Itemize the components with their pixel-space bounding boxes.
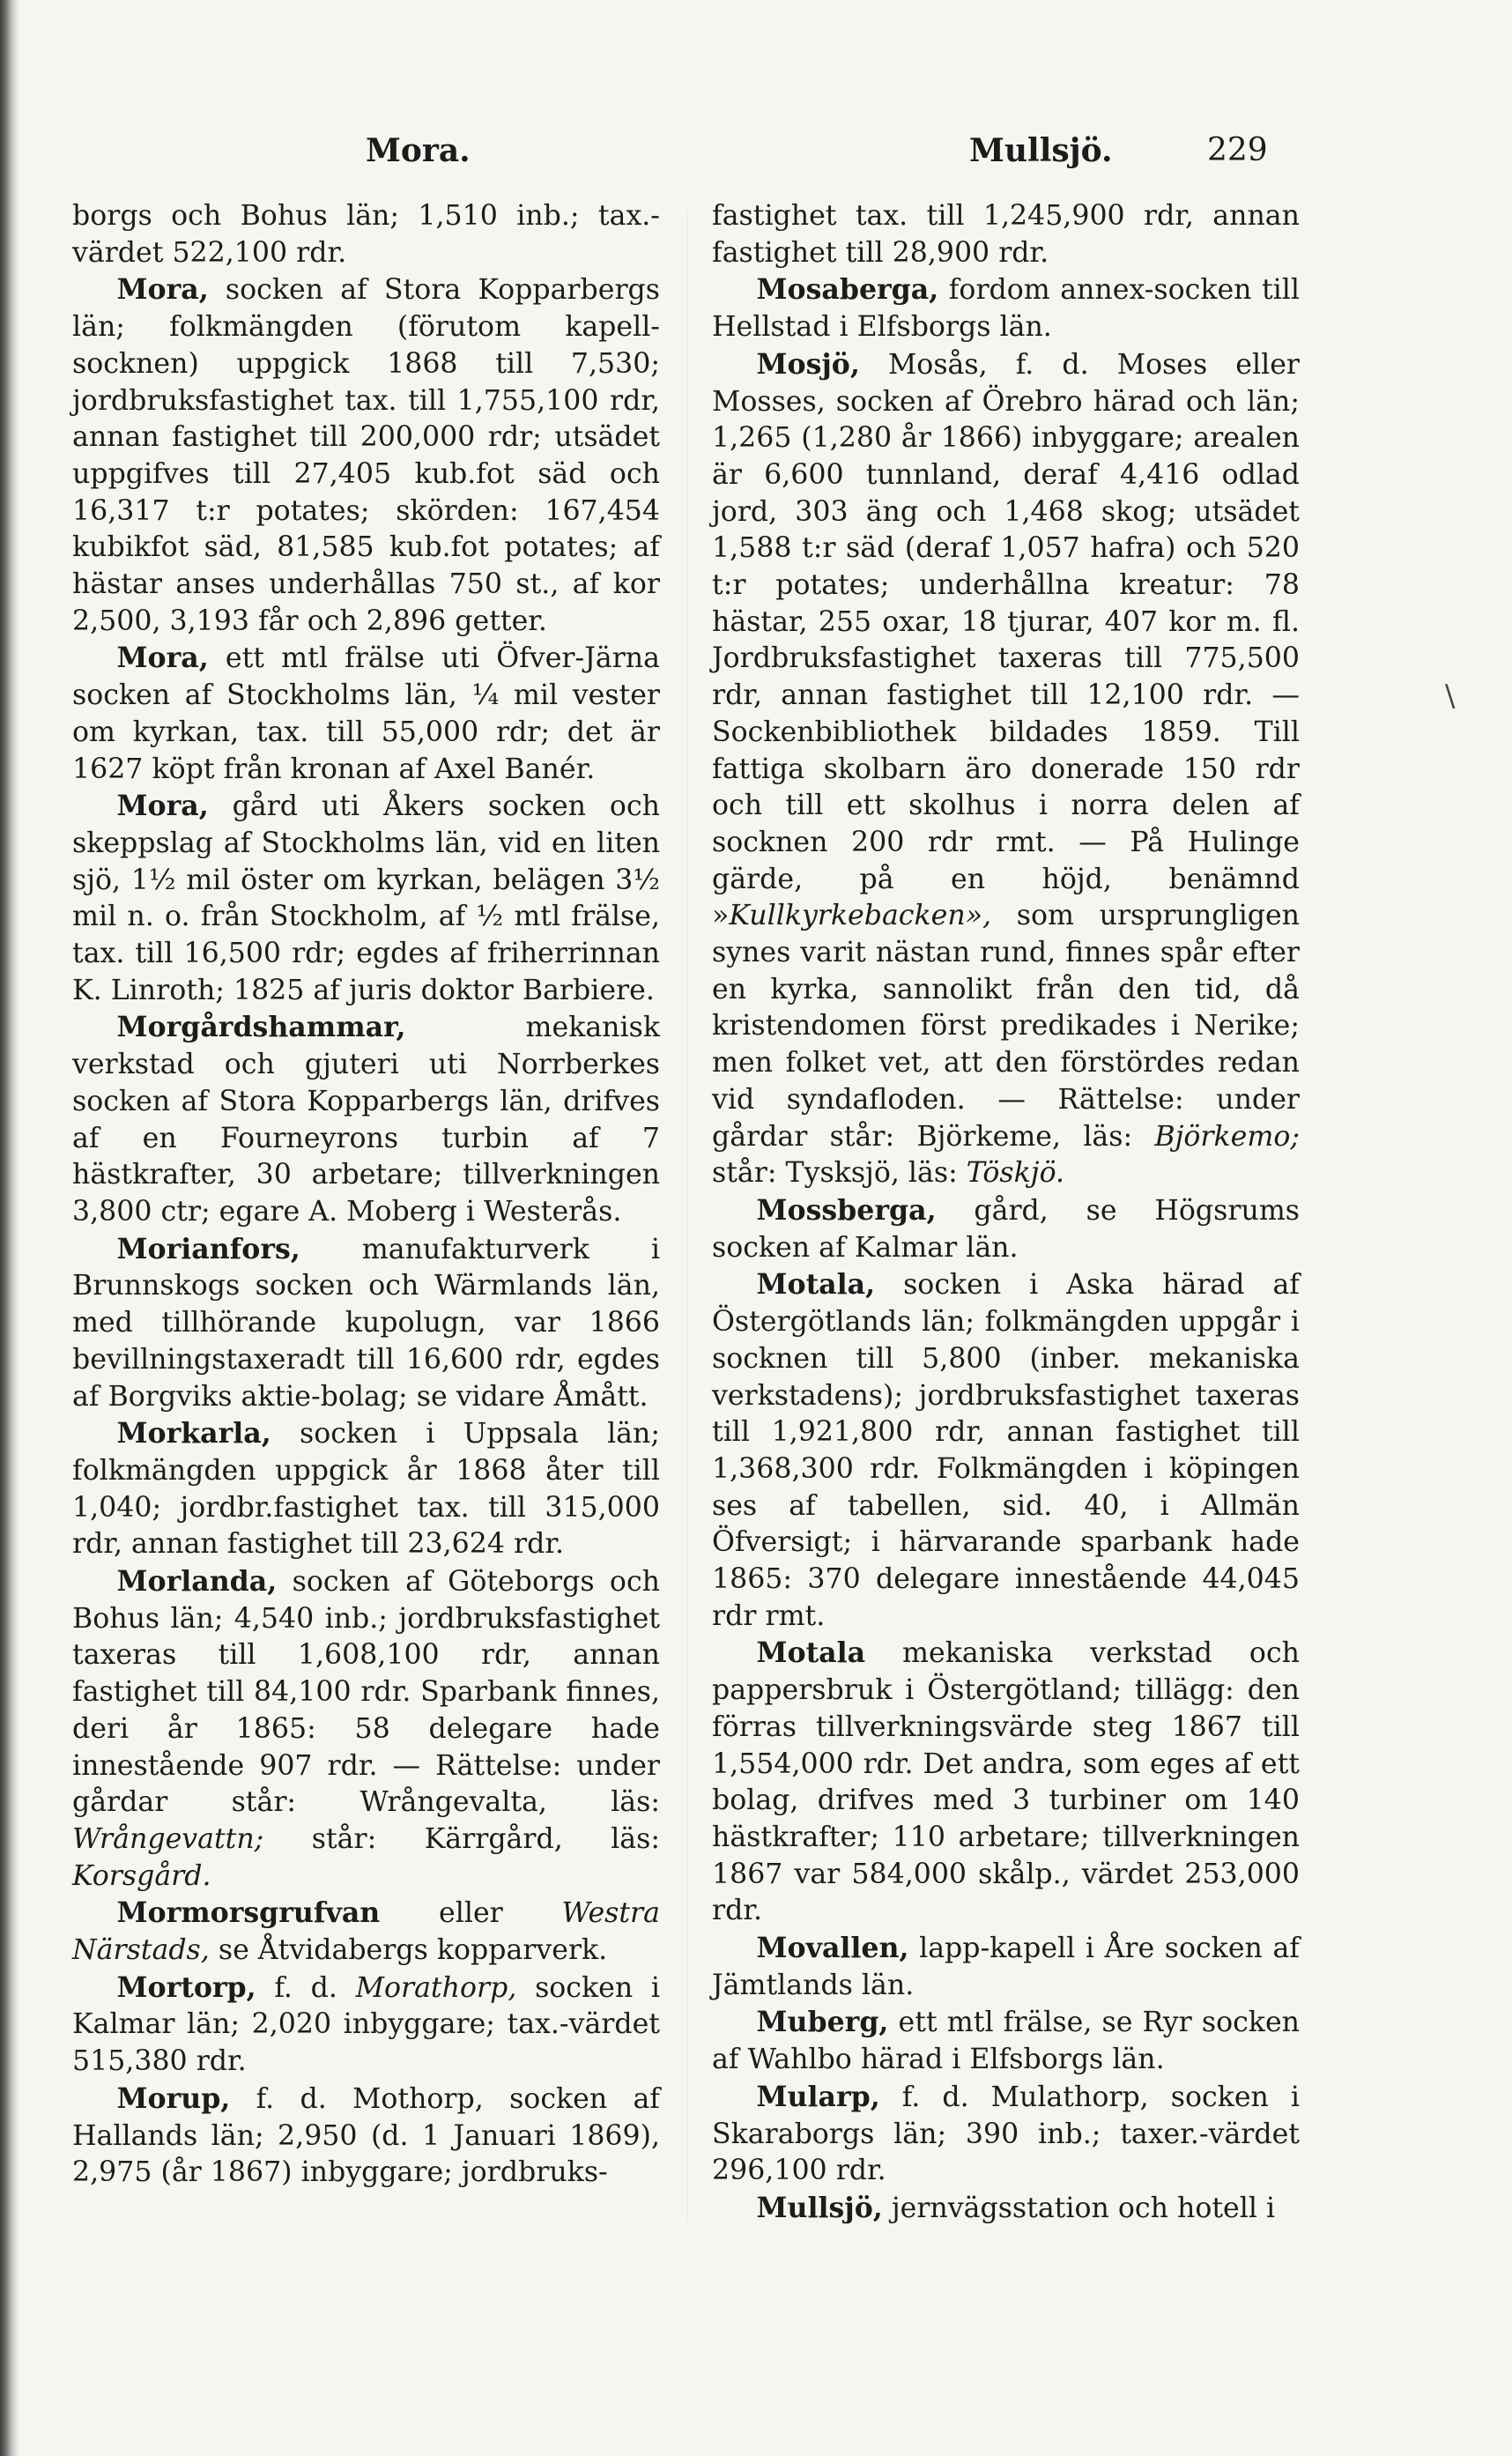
dictionary-entry <box>712 1930 1300 2004</box>
entry-headword: Muberg, <box>756 2006 889 2039</box>
entry-text: eller <box>380 1897 562 1930</box>
entry-text: f. d. Mothorp, socken af Hallands län; 2,950 (d. 1 Januari 1869), 2,975 (år 1867) inbyggare; jordbruks- <box>72 2082 660 2189</box>
entry-italic: Korsgård. <box>72 1859 211 1892</box>
entry-text: står: Kärrgård, läs: <box>263 1822 660 1855</box>
dictionary-entry <box>712 2004 1300 2078</box>
entry-headword: Motala <box>756 1636 866 1670</box>
entry-headword: Mortorp, <box>116 1970 256 2004</box>
entry-text: f. d. Mulathorp, socken i Skaraborgs län; 390 inb.; taxer.-värdet 296,100 rdr. <box>712 2081 1300 2187</box>
dictionary-entry <box>72 1563 660 1895</box>
running-head-right: Mullsjö. <box>969 132 1113 169</box>
entry-text: ett mtl frälse uti Öfver-Järna socken af Stockholms län, ¼ mil vester om kyrkan, tax. till 55,000 rdr; det är 1627 köpt från kronan af Axel Banér. <box>72 642 660 785</box>
dictionary-entry <box>72 1009 660 1230</box>
entry-headword: Mormorsgrufvan <box>116 1896 381 1930</box>
dictionary-entry <box>712 1635 1300 1930</box>
entry-text: fastighet tax. till 1,245,900 rdr, annan fastighet till 28,900 rdr. <box>712 200 1300 269</box>
dictionary-entry <box>712 271 1300 345</box>
dictionary-entry <box>712 1266 1300 1635</box>
entry-headword: Movallen, <box>756 1932 909 1965</box>
entry-text: gård, se Högsrums socken af Kalmar län. <box>712 1194 1300 1264</box>
entry-headword: Morup, <box>116 2081 231 2115</box>
dictionary-entry <box>712 2190 1300 2228</box>
entry-headword: Morlanda, <box>116 1565 278 1599</box>
entry-text: se Åtvidabergs kopparverk. <box>209 1934 608 1967</box>
right-column <box>712 198 1300 2228</box>
running-head-left: Mora. <box>366 132 471 169</box>
dictionary-entry <box>712 1192 1300 1266</box>
dictionary-entry <box>72 1415 660 1563</box>
entry-text: lapp-kapell i Åre socken af Jämtlands län. <box>712 1933 1300 2001</box>
entry-headword: Morgårdshammar, <box>116 1011 406 1044</box>
entry-text: gård uti Åkers socken och skeppslag af Stockholms län, vid en liten sjö, 1½ mil öster om kyrkan, belägen 3½ mil n. o. från Stockholm, af ½ mtl frälse, tax. till 16,500 rdr; egdes af friherrinnan K. Linroth; 1825 af juris doktor Barbiere. <box>72 790 660 1006</box>
dictionary-entry <box>72 1231 660 1416</box>
entry-italic: Björkemo; <box>1154 1120 1300 1153</box>
page-number: 229 <box>1207 132 1268 168</box>
dictionary-entry <box>72 788 660 1009</box>
dictionary-entry <box>712 346 1300 1192</box>
entry-text: socken af Stora Kopparbergs län; folkmängden (förutom kapell-socknen) uppgick 1868 till 7,530; jordbruksfastighet tax. till 1,755,100 rdr, annan fastighet till 200,000 rdr; utsädet uppgifves till 27,405 kub.fot säd och 16,317 t:r potates; skörden: 167,454 kubikfot säd, 81,585 kub.fot potates; af hästar anses underhållas 750 st., af kor 2,500, 3,193 får och 2,896 getter. <box>72 274 660 637</box>
dictionary-entry <box>72 2081 660 2192</box>
entry-headword: Morianfors, <box>116 1232 300 1265</box>
entry-headword: Morkarla, <box>116 1417 271 1451</box>
entry-headword: Mosaberga, <box>756 273 939 307</box>
binding-edge-shadow <box>0 0 19 2456</box>
entry-italic: Wrångevattn; <box>72 1822 264 1855</box>
entry-text: borgs och Bohus län; 1,510 inb.; tax.-värdet 522,100 rdr. <box>72 200 660 269</box>
entry-headword: Mularp, <box>756 2080 880 2113</box>
entry-headword: Motala, <box>756 1268 876 1302</box>
entry-text: ett mtl frälse, se Ryr socken af Wahlbo härad i Elfsborgs län. <box>712 2007 1300 2076</box>
dictionary-entry <box>712 2079 1300 2190</box>
entry-headword: Mullsjö, <box>756 2191 883 2224</box>
entry-text: socken i Uppsala län; folkmängden uppgick år 1868 åter till 1,040; jordbr.fastighet tax. till 315,000 rdr, annan fastighet till 23,624 rdr. <box>72 1418 660 1561</box>
entry-text: socken i Aska härad af Östergötlands län; folkmängden uppgår i socknen till 5,800 (inber. mekaniska verkstadens); jordbruksfastighet taxeras till 1,921,800 rdr, annan fastighet till 1,368,300 rdr. Folkmängden i köpingen ses af tabellen, sid. 40, i Allmän Öfversigt; i härvarande sparbank hade 1865: 370 delegare innestående 44,045 rdr rmt. <box>712 1269 1300 1632</box>
dictionary-entry <box>72 1970 660 2081</box>
entry-text: Mosås, f. d. Moses eller Mosses, socken af Örebro härad och län; 1,265 (1,280 år 1866) inbyggare; arealen är 6,600 tunnland, deraf 4,416 odlad jord, 303 äng och 1,468 skog; utsädet 1,588 t:r säd (deraf 1,057 hafra) och 520 t:r potates; underhållna kreatur: 78 hästar, 255 oxar, 18 tjurar, 407 kor m. fl. Jordbruksfastighet taxeras till 775,500 rdr, annan fastighet till 12,100 rdr. — Sockenbibliothek bildades 1859. Till fattiga skolbarn äro donerade 150 rdr och till ett skolhus i norra delen af socknen 200 rdr rmt. — På Hulinge gärde, på en höjd, benämnd » <box>712 348 1300 932</box>
dictionary-entry <box>72 640 660 788</box>
entry-headword: Mosjö, <box>756 347 860 381</box>
entry-text: socken af Göteborgs och Bohus län; 4,540 inb.; jordbruksfastighet taxeras till 1,608,100 rdr, annan fastighet till 84,100 rdr. Sparbank finnes, deri år 1865: 58 delegare hade innestående 907 rdr. — Rättelse: under gårdar står: Wrångevalta, läs: <box>72 1566 660 1819</box>
entry-text: som ursprungligen synes varit nästan rund, finnes spår efter en kyrka, sannolikt från den tid, då kristendomen först predikades i Nerike; men folket vet, att den förstördes redan vid syndafloden. — Rättelse: under gårdar står: Björkeme, läs: <box>712 900 1300 1153</box>
entry-headword: Mora, <box>116 790 209 823</box>
entry-headword: Mora, <box>116 273 209 307</box>
margin-mark: \ <box>1445 679 1456 714</box>
entry-italic: Westra Närstads, <box>72 1897 660 1967</box>
dictionary-entry <box>72 1895 660 1969</box>
entry-text: f. d. <box>256 1971 356 2004</box>
entry-italic: Kullkyrkebacken», <box>729 900 992 932</box>
entry-headword: Mora, <box>116 642 209 675</box>
entry-text: socken i Kalmar län; 2,020 inbyggare; tax.-värdet 515,380 rdr. <box>72 1971 660 2078</box>
entry-text: mekanisk verkstad och gjuteri uti Norrberkes socken af Stora Kopparbergs län, drifves af en Fourneyrons turbin af 7 hästkrafter, 30 arbetare; tillverkningen 3,800 ctr; egare A. Moberg i Westerås. <box>72 1012 660 1228</box>
entry-headword: Mossberga, <box>756 1193 937 1227</box>
entry-italic: Töskjö. <box>966 1157 1065 1190</box>
left-column <box>72 198 660 2192</box>
entry-text: mekaniska verkstad och pappersbruk i Östergötland; tillägg: den förras tillverkningsvärde steg 1867 till 1,554,000 rdr. Det andra, som eges af ett bolag, drifves med 3 turbiner om 140 hästkrafter; 110 arbetare; tillverkningen 1867 var 584,000 skålp., värdet 253,000 rdr. <box>712 1637 1300 1927</box>
continued-text <box>72 198 660 271</box>
entry-text: står: Tysksjö, läs: <box>712 1157 967 1190</box>
entry-italic: Morathorp, <box>355 1971 517 2004</box>
entry-text: jernvägsstation och hotell i <box>882 2192 1276 2224</box>
column-divider <box>687 211 688 2221</box>
entry-text: manufakturverk i Brunnskogs socken och Wärmlands län, med tillhörande kupolugn, var 1866 bevillningstaxeradt till 16,600 rdr, egdes af Borgviks aktie-bolag; se vidare Åmått. <box>72 1233 660 1413</box>
continued-text <box>712 198 1300 271</box>
entry-text: fordom annex-socken till Hellstad i Elfsborgs län. <box>712 274 1300 344</box>
dictionary-entry <box>72 271 660 640</box>
